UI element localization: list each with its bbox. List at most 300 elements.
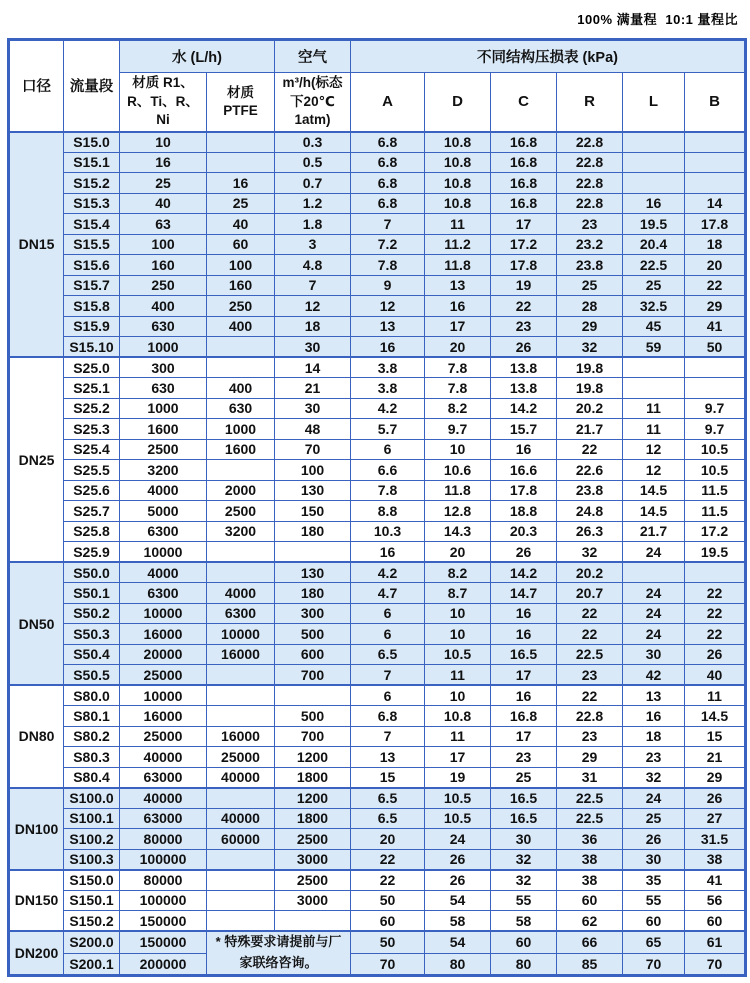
loss-cell-c: 58 <box>491 911 557 932</box>
air-cell: 1200 <box>275 788 351 809</box>
water-ptfe-cell <box>207 911 275 932</box>
loss-cell-d: 20 <box>425 337 491 358</box>
loss-cell-a: 6.5 <box>351 808 425 829</box>
water-ptfe-cell <box>207 706 275 727</box>
loss-cell-a: 6.5 <box>351 644 425 665</box>
table-row <box>9 644 746 665</box>
flow-segment-cell: S80.0 <box>64 685 120 706</box>
table-row <box>9 152 746 173</box>
loss-cell-d: 8.2 <box>425 562 491 583</box>
loss-cell-a: 6.8 <box>351 193 425 214</box>
loss-cell-r: 22.8 <box>557 132 623 153</box>
loss-cell-c: 17 <box>491 726 557 747</box>
loss-cell-r: 22.6 <box>557 460 623 481</box>
water-ptfe-cell: 16 <box>207 173 275 194</box>
loss-cell-r: 24.8 <box>557 501 623 522</box>
air-cell: 18 <box>275 316 351 337</box>
loss-cell-b: 31.5 <box>685 829 746 850</box>
table-row <box>9 665 746 686</box>
water-ptfe-cell: 400 <box>207 378 275 399</box>
flow-segment-cell: S15.0 <box>64 132 120 153</box>
loss-cell-d: 7.8 <box>425 357 491 378</box>
water-r1-cell: 150000 <box>120 911 207 932</box>
loss-cell-b: 17.8 <box>685 214 746 235</box>
loss-cell-c: 17 <box>491 665 557 686</box>
water-r1-cell: 630 <box>120 316 207 337</box>
table-row <box>9 542 746 563</box>
loss-cell-d: 10.6 <box>425 460 491 481</box>
loss-cell-c: 23 <box>491 316 557 337</box>
loss-cell-b <box>685 132 746 153</box>
water-r1-cell: 63 <box>120 214 207 235</box>
air-cell <box>275 911 351 932</box>
loss-cell-d: 26 <box>425 870 491 891</box>
loss-cell-d: 8.2 <box>425 398 491 419</box>
diameter-cell: DN25 <box>9 357 64 562</box>
loss-cell-c: 17 <box>491 214 557 235</box>
loss-cell-l: 19.5 <box>623 214 685 235</box>
loss-cell-d: 26 <box>425 849 491 870</box>
flow-segment-cell: S100.2 <box>64 829 120 850</box>
loss-cell-l <box>623 562 685 583</box>
loss-cell-r: 22.8 <box>557 173 623 194</box>
loss-cell-a: 6.8 <box>351 152 425 173</box>
loss-cell-l: 45 <box>623 316 685 337</box>
loss-cell-l <box>623 152 685 173</box>
flow-segment-cell: S80.4 <box>64 767 120 788</box>
water-r1-cell: 4000 <box>120 480 207 501</box>
air-cell: 300 <box>275 603 351 624</box>
loss-cell-b: 60 <box>685 911 746 932</box>
loss-cell-l: 12 <box>623 460 685 481</box>
water-r1-cell: 150000 <box>120 931 207 953</box>
loss-cell-d: 10.8 <box>425 193 491 214</box>
flow-segment-cell: S80.2 <box>64 726 120 747</box>
loss-cell-r: 60 <box>557 890 623 911</box>
air-cell: 100 <box>275 460 351 481</box>
loss-cell-a: 3.8 <box>351 378 425 399</box>
table-row <box>9 357 746 378</box>
loss-cell-a: 6.8 <box>351 132 425 153</box>
loss-cell-d: 17 <box>425 747 491 768</box>
loss-cell-c: 26 <box>491 337 557 358</box>
water-r1-cell: 6300 <box>120 521 207 542</box>
flow-segment-cell: S50.0 <box>64 562 120 583</box>
loss-cell-b <box>685 152 746 173</box>
header-flow-segment: 流量段 <box>64 40 120 132</box>
water-r1-cell: 63000 <box>120 808 207 829</box>
loss-cell-a: 4.2 <box>351 398 425 419</box>
loss-cell-a: 60 <box>351 911 425 932</box>
loss-cell-c: 14.2 <box>491 562 557 583</box>
header-loss-col-a: A <box>351 73 425 132</box>
flow-segment-cell: S15.2 <box>64 173 120 194</box>
loss-cell-r: 23 <box>557 214 623 235</box>
air-cell: 70 <box>275 439 351 460</box>
water-r1-cell: 200000 <box>120 953 207 975</box>
loss-cell-b: 56 <box>685 890 746 911</box>
loss-cell-b: 9.7 <box>685 419 746 440</box>
loss-cell-c: 16 <box>491 685 557 706</box>
table-row <box>9 890 746 911</box>
loss-cell-a: 7 <box>351 214 425 235</box>
loss-cell-c: 17.8 <box>491 480 557 501</box>
water-r1-cell: 16000 <box>120 624 207 645</box>
water-ptfe-cell <box>207 337 275 358</box>
loss-cell-a: 6.5 <box>351 788 425 809</box>
loss-cell-a: 7 <box>351 665 425 686</box>
header-loss-col-r: R <box>557 73 623 132</box>
water-r1-cell: 6300 <box>120 583 207 604</box>
loss-cell-l: 59 <box>623 337 685 358</box>
table-row <box>9 255 746 276</box>
header-diameter: 口径 <box>9 40 64 132</box>
loss-cell-r: 20.2 <box>557 562 623 583</box>
flow-segment-cell: S80.1 <box>64 706 120 727</box>
flow-segment-cell: S50.5 <box>64 665 120 686</box>
loss-cell-l: 25 <box>623 275 685 296</box>
loss-cell-r: 32 <box>557 337 623 358</box>
water-ptfe-cell: 250 <box>207 296 275 317</box>
loss-cell-d: 58 <box>425 911 491 932</box>
air-cell: 30 <box>275 398 351 419</box>
water-ptfe-cell: 2500 <box>207 501 275 522</box>
loss-cell-c: 16.8 <box>491 132 557 153</box>
loss-cell-r: 23 <box>557 665 623 686</box>
table-body <box>9 132 746 976</box>
table-row <box>9 911 746 932</box>
water-ptfe-cell: 10000 <box>207 624 275 645</box>
flow-segment-cell: S25.9 <box>64 542 120 563</box>
loss-cell-a: 10.3 <box>351 521 425 542</box>
water-r1-cell: 300 <box>120 357 207 378</box>
loss-cell-c: 16.5 <box>491 788 557 809</box>
loss-cell-c: 17.8 <box>491 255 557 276</box>
table-row <box>9 193 746 214</box>
loss-cell-c: 16.5 <box>491 808 557 829</box>
loss-cell-c: 14.7 <box>491 583 557 604</box>
air-cell: 700 <box>275 726 351 747</box>
table-row <box>9 439 746 460</box>
water-ptfe-cell: 400 <box>207 316 275 337</box>
loss-cell-b: 22 <box>685 603 746 624</box>
flow-segment-cell: S15.4 <box>64 214 120 235</box>
loss-cell-d: 10.5 <box>425 644 491 665</box>
water-ptfe-cell: 3200 <box>207 521 275 542</box>
water-r1-cell: 63000 <box>120 767 207 788</box>
flow-segment-cell: S15.9 <box>64 316 120 337</box>
water-r1-cell: 1000 <box>120 398 207 419</box>
loss-cell-c: 16.8 <box>491 706 557 727</box>
loss-cell-d: 11.8 <box>425 480 491 501</box>
air-cell: 180 <box>275 583 351 604</box>
loss-cell-r: 25 <box>557 275 623 296</box>
flow-segment-cell: S15.7 <box>64 275 120 296</box>
water-ptfe-cell: 6300 <box>207 603 275 624</box>
loss-cell-r: 22.5 <box>557 644 623 665</box>
loss-cell-d: 80 <box>425 953 491 975</box>
loss-cell-d: 9.7 <box>425 419 491 440</box>
flow-segment-cell: S100.1 <box>64 808 120 829</box>
table-row <box>9 685 746 706</box>
loss-cell-r: 20.2 <box>557 398 623 419</box>
water-ptfe-cell <box>207 562 275 583</box>
water-r1-cell: 16 <box>120 152 207 173</box>
air-cell: 130 <box>275 480 351 501</box>
loss-cell-l: 14.5 <box>623 480 685 501</box>
air-cell: 7 <box>275 275 351 296</box>
loss-cell-l: 32 <box>623 767 685 788</box>
table-header <box>9 40 746 132</box>
loss-cell-c: 16.8 <box>491 173 557 194</box>
air-cell: 12 <box>275 296 351 317</box>
loss-cell-l: 16 <box>623 706 685 727</box>
table-row <box>9 931 746 953</box>
air-cell: 3 <box>275 234 351 255</box>
air-cell: 0.3 <box>275 132 351 153</box>
loss-cell-r: 23.8 <box>557 480 623 501</box>
loss-cell-c: 14.2 <box>491 398 557 419</box>
air-cell: 30 <box>275 337 351 358</box>
water-ptfe-cell: 630 <box>207 398 275 419</box>
flow-segment-cell: S200.1 <box>64 953 120 975</box>
loss-cell-a: 6.8 <box>351 706 425 727</box>
loss-cell-d: 10.5 <box>425 808 491 829</box>
loss-cell-b: 17.2 <box>685 521 746 542</box>
loss-cell-d: 11 <box>425 665 491 686</box>
loss-cell-a: 4.7 <box>351 583 425 604</box>
loss-cell-r: 29 <box>557 747 623 768</box>
loss-cell-c: 16 <box>491 439 557 460</box>
loss-cell-r: 38 <box>557 870 623 891</box>
water-r1-cell: 100 <box>120 234 207 255</box>
loss-cell-c: 16.6 <box>491 460 557 481</box>
loss-cell-a: 22 <box>351 870 425 891</box>
loss-cell-d: 10 <box>425 685 491 706</box>
spec-table <box>7 38 747 977</box>
loss-cell-b: 41 <box>685 316 746 337</box>
table-row <box>9 849 746 870</box>
water-r1-cell: 2500 <box>120 439 207 460</box>
flow-segment-cell: S15.5 <box>64 234 120 255</box>
loss-cell-r: 23.8 <box>557 255 623 276</box>
water-ptfe-cell: 60 <box>207 234 275 255</box>
water-r1-cell: 40000 <box>120 747 207 768</box>
loss-cell-b: 41 <box>685 870 746 891</box>
loss-cell-r: 22 <box>557 685 623 706</box>
loss-cell-l <box>623 378 685 399</box>
loss-cell-b: 61 <box>685 931 746 953</box>
loss-cell-l: 24 <box>623 624 685 645</box>
water-r1-cell: 1000 <box>120 337 207 358</box>
water-r1-cell: 400 <box>120 296 207 317</box>
loss-cell-d: 54 <box>425 931 491 953</box>
loss-cell-d: 10.8 <box>425 152 491 173</box>
loss-cell-a: 6 <box>351 439 425 460</box>
loss-cell-d: 13 <box>425 275 491 296</box>
flow-segment-cell: S15.8 <box>64 296 120 317</box>
loss-cell-b: 70 <box>685 953 746 975</box>
loss-cell-l: 70 <box>623 953 685 975</box>
flow-segment-cell: S25.7 <box>64 501 120 522</box>
loss-cell-d: 16 <box>425 296 491 317</box>
table-row <box>9 214 746 235</box>
flow-segment-cell: S25.1 <box>64 378 120 399</box>
water-r1-cell: 10 <box>120 132 207 153</box>
table-row <box>9 173 746 194</box>
table-row <box>9 829 746 850</box>
loss-cell-l <box>623 357 685 378</box>
air-cell <box>275 685 351 706</box>
water-r1-cell: 10000 <box>120 603 207 624</box>
table-row <box>9 398 746 419</box>
loss-cell-r: 22 <box>557 624 623 645</box>
header-water-material-r1: 材质 R1、R、Ti、R、Ni <box>120 73 207 132</box>
loss-cell-l: 11 <box>623 419 685 440</box>
loss-cell-r: 23.2 <box>557 234 623 255</box>
special-note-cell: * 特殊要求请提前与厂家联络咨询。 <box>207 931 351 975</box>
water-r1-cell: 100000 <box>120 890 207 911</box>
loss-cell-l: 22.5 <box>623 255 685 276</box>
loss-cell-r: 22.8 <box>557 706 623 727</box>
loss-cell-b: 26 <box>685 644 746 665</box>
water-ptfe-cell: 40000 <box>207 808 275 829</box>
flow-segment-cell: S50.4 <box>64 644 120 665</box>
loss-cell-l: 24 <box>623 583 685 604</box>
loss-cell-d: 20 <box>425 542 491 563</box>
loss-cell-d: 10.8 <box>425 132 491 153</box>
flow-segment-cell: S25.8 <box>64 521 120 542</box>
loss-cell-l: 42 <box>623 665 685 686</box>
loss-cell-b <box>685 357 746 378</box>
flow-segment-cell: S150.1 <box>64 890 120 911</box>
loss-cell-r: 22.8 <box>557 193 623 214</box>
water-ptfe-cell: 25000 <box>207 747 275 768</box>
loss-cell-b: 22 <box>685 275 746 296</box>
loss-cell-d: 10 <box>425 439 491 460</box>
water-ptfe-cell: 40000 <box>207 767 275 788</box>
loss-cell-a: 8.8 <box>351 501 425 522</box>
diameter-cell: DN50 <box>9 562 64 685</box>
loss-cell-c: 23 <box>491 747 557 768</box>
water-ptfe-cell <box>207 788 275 809</box>
diameter-cell: DN200 <box>9 931 64 975</box>
flow-segment-cell: S25.5 <box>64 460 120 481</box>
water-ptfe-cell: 4000 <box>207 583 275 604</box>
water-r1-cell: 160 <box>120 255 207 276</box>
water-r1-cell: 10000 <box>120 685 207 706</box>
water-r1-cell: 16000 <box>120 706 207 727</box>
loss-cell-b <box>685 562 746 583</box>
water-r1-cell: 1600 <box>120 419 207 440</box>
header-loss-col-l: L <box>623 73 685 132</box>
loss-cell-d: 11.2 <box>425 234 491 255</box>
loss-cell-l: 21.7 <box>623 521 685 542</box>
table-row <box>9 521 746 542</box>
loss-cell-c: 60 <box>491 931 557 953</box>
air-cell: 1800 <box>275 808 351 829</box>
loss-cell-l: 20.4 <box>623 234 685 255</box>
loss-cell-a: 9 <box>351 275 425 296</box>
loss-cell-r: 29 <box>557 316 623 337</box>
loss-cell-r: 28 <box>557 296 623 317</box>
table-row <box>9 460 746 481</box>
table-row <box>9 870 746 891</box>
loss-cell-d: 10 <box>425 603 491 624</box>
diameter-cell: DN80 <box>9 685 64 788</box>
loss-cell-b: 19.5 <box>685 542 746 563</box>
loss-cell-a: 15 <box>351 767 425 788</box>
water-ptfe-cell <box>207 849 275 870</box>
loss-cell-r: 26.3 <box>557 521 623 542</box>
air-cell: 3000 <box>275 849 351 870</box>
loss-cell-c: 80 <box>491 953 557 975</box>
flow-segment-cell: S25.0 <box>64 357 120 378</box>
air-cell: 48 <box>275 419 351 440</box>
water-ptfe-cell: 1600 <box>207 439 275 460</box>
air-cell: 1800 <box>275 767 351 788</box>
table-row <box>9 337 746 358</box>
water-r1-cell: 20000 <box>120 644 207 665</box>
table-row <box>9 624 746 645</box>
water-ptfe-cell: 16000 <box>207 726 275 747</box>
loss-cell-b: 14.5 <box>685 706 746 727</box>
loss-cell-d: 54 <box>425 890 491 911</box>
table-row <box>9 808 746 829</box>
table-row <box>9 275 746 296</box>
table-row <box>9 706 746 727</box>
loss-cell-c: 15.7 <box>491 419 557 440</box>
air-cell: 3000 <box>275 890 351 911</box>
flow-segment-cell: S25.2 <box>64 398 120 419</box>
flow-segment-cell: S50.1 <box>64 583 120 604</box>
table-row <box>9 788 746 809</box>
loss-cell-a: 50 <box>351 890 425 911</box>
water-ptfe-cell <box>207 890 275 911</box>
loss-cell-d: 12.8 <box>425 501 491 522</box>
loss-cell-l: 16 <box>623 193 685 214</box>
loss-cell-r: 19.8 <box>557 378 623 399</box>
loss-cell-l: 23 <box>623 747 685 768</box>
loss-cell-l: 13 <box>623 685 685 706</box>
loss-cell-b: 11 <box>685 685 746 706</box>
loss-cell-r: 62 <box>557 911 623 932</box>
loss-cell-b: 10.5 <box>685 460 746 481</box>
loss-cell-d: 7.8 <box>425 378 491 399</box>
table-row <box>9 501 746 522</box>
loss-cell-b: 38 <box>685 849 746 870</box>
loss-cell-d: 11 <box>425 214 491 235</box>
loss-cell-c: 16.5 <box>491 644 557 665</box>
loss-cell-c: 19 <box>491 275 557 296</box>
table-row <box>9 316 746 337</box>
table-row <box>9 296 746 317</box>
air-cell: 1200 <box>275 747 351 768</box>
loss-cell-d: 11 <box>425 726 491 747</box>
loss-cell-l: 11 <box>623 398 685 419</box>
water-ptfe-cell <box>207 542 275 563</box>
loss-cell-b: 27 <box>685 808 746 829</box>
water-r1-cell: 3200 <box>120 460 207 481</box>
loss-cell-l: 26 <box>623 829 685 850</box>
diameter-cell: DN15 <box>9 132 64 358</box>
loss-cell-d: 19 <box>425 767 491 788</box>
loss-cell-c: 17.2 <box>491 234 557 255</box>
flow-segment-cell: S15.10 <box>64 337 120 358</box>
air-cell: 1.8 <box>275 214 351 235</box>
loss-cell-d: 10.8 <box>425 706 491 727</box>
water-r1-cell: 630 <box>120 378 207 399</box>
